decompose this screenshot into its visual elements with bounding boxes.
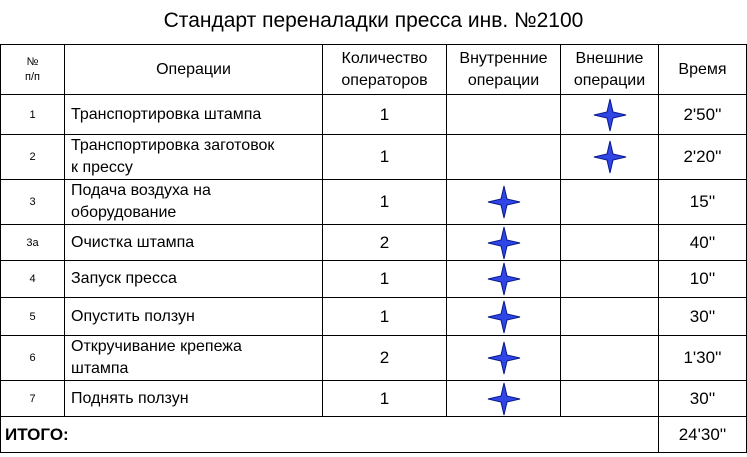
operators-count: 1 — [323, 381, 447, 417]
external-mark — [561, 381, 659, 417]
header-operators-line2: операторов — [341, 71, 428, 89]
operation-name — [65, 135, 323, 180]
four-point-star-icon — [593, 140, 627, 174]
table-row — [1, 261, 747, 298]
total-time: 24'30'' — [659, 417, 747, 453]
header-row — [1, 45, 747, 95]
operation-name — [65, 180, 323, 225]
four-point-star-icon — [487, 300, 521, 334]
operation-name — [65, 381, 323, 417]
header-time: Время — [659, 45, 747, 95]
operators-count: 1 — [323, 180, 447, 225]
four-point-star-icon — [487, 262, 521, 296]
header-internal-line1: Внутренние — [459, 49, 548, 67]
operators-count: 1 — [323, 298, 447, 336]
external-mark — [561, 298, 659, 336]
external-mark — [561, 225, 659, 261]
operation-line1: Опустить ползун — [71, 307, 195, 325]
external-mark — [561, 135, 659, 180]
operation-name — [65, 298, 323, 336]
setup-standard-table — [0, 44, 747, 453]
header-internal-line2: операции — [467, 71, 540, 89]
internal-mark — [447, 298, 561, 336]
header-internal — [447, 45, 561, 95]
operators-count: 1 — [323, 95, 447, 135]
four-point-star-icon — [487, 341, 521, 375]
operation-time: 30'' — [659, 381, 747, 417]
header-num — [1, 45, 65, 95]
row-number: 2 — [1, 135, 65, 180]
operation-line1: Подача воздуха на — [71, 182, 211, 199]
operation-name — [65, 336, 323, 381]
internal-mark — [447, 180, 561, 225]
page-title: Стандарт переналадки пресса инв. №2100 — [163, 9, 584, 32]
operation-line1: Откручивание крепежа — [71, 338, 242, 355]
header-operators-line1: Количество — [341, 49, 428, 67]
row-number: 6 — [1, 336, 65, 381]
internal-mark — [447, 336, 561, 381]
table-row — [1, 180, 747, 225]
external-mark — [561, 336, 659, 381]
operation-time: 2'50'' — [659, 95, 747, 135]
operation-name — [65, 95, 323, 135]
four-point-star-icon — [593, 98, 627, 132]
operation-name — [65, 225, 323, 261]
operation-time: 2'20'' — [659, 135, 747, 180]
internal-mark — [447, 381, 561, 417]
operation-line1: Транспортировка заготовок — [71, 137, 275, 154]
table-row — [1, 135, 747, 180]
table-row — [1, 225, 747, 261]
external-mark — [561, 180, 659, 225]
row-number: 4 — [1, 261, 65, 298]
operators-count: 1 — [323, 261, 447, 298]
internal-mark — [447, 225, 561, 261]
row-number: 7 — [1, 381, 65, 417]
row-number: 3 — [1, 180, 65, 225]
header-external-line2: операции — [573, 71, 646, 89]
row-number: 5 — [1, 298, 65, 336]
total-row — [1, 417, 747, 453]
row-number: 1 — [1, 95, 65, 135]
operators-count: 2 — [323, 336, 447, 381]
operation-time: 30'' — [659, 298, 747, 336]
operators-count: 2 — [323, 225, 447, 261]
table-row — [1, 336, 747, 381]
four-point-star-icon — [487, 226, 521, 260]
table-row — [1, 95, 747, 135]
table-row — [1, 298, 747, 336]
operation-line1: Транспортировка штампа — [71, 105, 262, 123]
internal-mark — [447, 261, 561, 298]
four-point-star-icon — [487, 382, 521, 416]
operators-count: 1 — [323, 135, 447, 180]
operation-line2: оборудование — [71, 204, 177, 221]
header-external-line1: Внешние — [575, 49, 644, 67]
table-row — [1, 381, 747, 417]
four-point-star-icon — [487, 185, 521, 219]
operation-time: 1'30'' — [659, 336, 747, 381]
header-num-line1: № — [26, 55, 39, 68]
total-label: ИТОГО: — [1, 417, 659, 453]
operation-line1: Очистка штампа — [71, 233, 195, 251]
row-number: 3а — [1, 225, 65, 261]
internal-mark — [447, 135, 561, 180]
header-num-line2: п/п — [25, 70, 40, 83]
operation-time: 15'' — [659, 180, 747, 225]
operation-line2: к прессу — [71, 159, 133, 176]
internal-mark — [447, 95, 561, 135]
external-mark — [561, 95, 659, 135]
operation-line2: штампа — [71, 360, 129, 377]
header-operators — [323, 45, 447, 95]
operation-line1: Запуск пресса — [71, 270, 177, 287]
operation-name — [65, 261, 323, 298]
operation-time: 10'' — [659, 261, 747, 298]
header-operations: Операции — [65, 45, 323, 95]
operation-line1: Поднять ползун — [71, 389, 189, 407]
operation-time: 40'' — [659, 225, 747, 261]
header-external — [561, 45, 659, 95]
external-mark — [561, 261, 659, 298]
